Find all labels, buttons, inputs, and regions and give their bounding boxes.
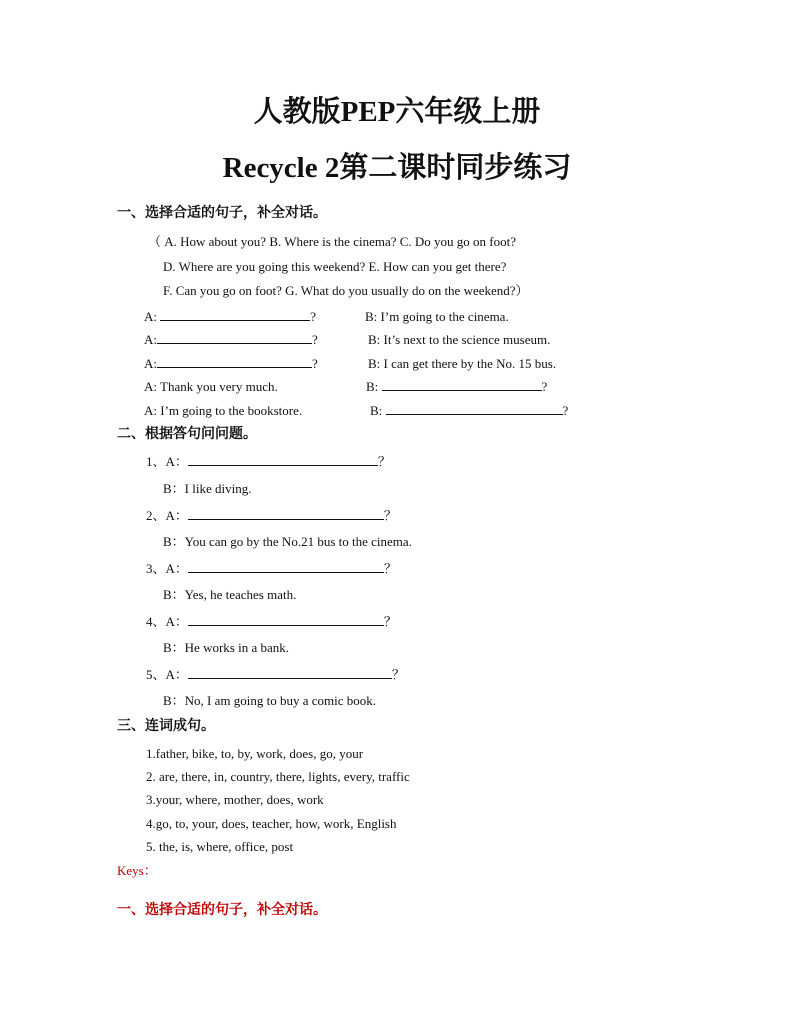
dialog-3-answer-blank[interactable] [157, 355, 312, 368]
section2-heading: 二、根据答句问问题。 [117, 427, 257, 442]
section3-heading: 三、连词成句。 [117, 719, 215, 734]
dialog-2-b-text: It’s next to the science museum. [383, 332, 551, 347]
scramble-3: 3.your, where, mother, does, work [146, 792, 324, 807]
question-2-label: 2、A： [146, 508, 188, 523]
question-4-blank[interactable] [188, 613, 384, 626]
dialog-4-answer-blank[interactable] [382, 378, 542, 391]
question-1-blank[interactable] [188, 453, 378, 466]
dialog-3-a-label: A: [144, 356, 157, 371]
dialog-4-b-label: B: [366, 379, 379, 394]
dialog-5-a-label: A: [144, 403, 157, 418]
question-3-blank[interactable] [188, 560, 384, 573]
dialog-5-b-label: B: [370, 403, 383, 418]
question-5 [146, 666, 405, 683]
dialog-1-answer-blank[interactable] [160, 308, 310, 321]
dialog-1-a-end: ? [310, 309, 317, 324]
dialog-5-b-end: ? [562, 403, 569, 418]
dialog-4-a-text: Thank you very much. [160, 379, 278, 394]
section1-heading: 一、选择合适的句子，补全对话。 [117, 206, 327, 221]
dialog-3-b-label: B: [368, 356, 381, 371]
dialog-5-answer-blank[interactable] [386, 402, 563, 415]
dialog-3-a-end: ? [312, 356, 318, 371]
dialog-4-b-end: ? [541, 379, 548, 394]
option-line-2: D. Where are you going this weekend? E. How can you get there? [163, 259, 507, 274]
scramble-4: 4.go, to, your, does, teacher, how, work, English [146, 816, 397, 831]
question-4 [146, 613, 397, 630]
question-5-blank[interactable] [188, 666, 392, 679]
question-5-label: 5、A： [146, 667, 188, 682]
dialog-1-question [144, 308, 316, 325]
dialog-2-a-label: A: [144, 332, 157, 347]
question-1-label: 1、A： [146, 454, 188, 469]
dialog-4-question [144, 378, 278, 395]
dialog-5-response [370, 402, 568, 419]
dialog-2-a-end: ? [312, 332, 318, 347]
dialog-2-question [144, 331, 318, 348]
dialog-4-response [366, 378, 547, 395]
question-2 [146, 507, 397, 524]
dialog-4-a-label: A: [144, 379, 157, 394]
answer-4: B：He works in a bank. [163, 640, 290, 655]
page-title: 人教版PEP六年级上册 [253, 96, 541, 128]
scramble-2: 2. are, there, in, country, there, lights, every, traffic [146, 769, 410, 784]
option-line-1: （ A. How about you? B. Where is the cinema? C. Do you go on foot? [148, 234, 517, 249]
dialog-1-b-label: B: [365, 309, 378, 324]
question-2-blank[interactable] [188, 507, 384, 520]
keys-label: Keys： [117, 863, 157, 878]
question-3 [146, 560, 397, 577]
dialog-2-b-label: B: [368, 332, 381, 347]
dialog-2-answer-blank[interactable] [157, 331, 312, 344]
dialog-3-b-text: I can get there by the No. 15 bus. [383, 356, 557, 371]
dialog-5-question [144, 402, 302, 419]
page-subtitle: Recycle 2第二课时同步练习 [222, 152, 572, 184]
answer-3: B：Yes, he teaches math. [163, 587, 297, 602]
dialog-1-response [365, 308, 509, 325]
dialog-2-response [368, 331, 550, 348]
option-line-3: F. Can you go on foot? G. What do you usually do on the weekend?） [163, 283, 529, 298]
answer-5: B：No, I am going to buy a comic book. [163, 693, 377, 708]
question-1 [146, 453, 391, 470]
question-3-end: ？ [383, 561, 397, 576]
question-5-end: ？ [391, 667, 405, 682]
scramble-5: 5. the, is, where, office, post [146, 839, 294, 854]
question-2-end: ？ [383, 508, 397, 523]
dialog-3-question [144, 355, 318, 372]
answer-1: B：I like diving. [163, 481, 252, 496]
question-4-label: 4、A： [146, 614, 188, 629]
answer-2: B：You can go by the No.21 bus to the cinema. [163, 534, 412, 549]
dialog-1-a-label: A: [144, 309, 157, 324]
dialog-5-a-text: I’m going to the bookstore. [160, 403, 303, 418]
dialog-1-b-text: I’m going to the cinema. [380, 309, 509, 324]
dialog-3-response [368, 355, 556, 372]
keys-section1-heading: 一、选择合适的句子，补全对话。 [117, 903, 327, 918]
scramble-1: 1.father, bike, to, by, work, does, go, your [146, 746, 364, 761]
question-4-end: ？ [383, 614, 397, 629]
question-3-label: 3、A： [146, 561, 188, 576]
question-1-end: ？ [377, 454, 391, 469]
